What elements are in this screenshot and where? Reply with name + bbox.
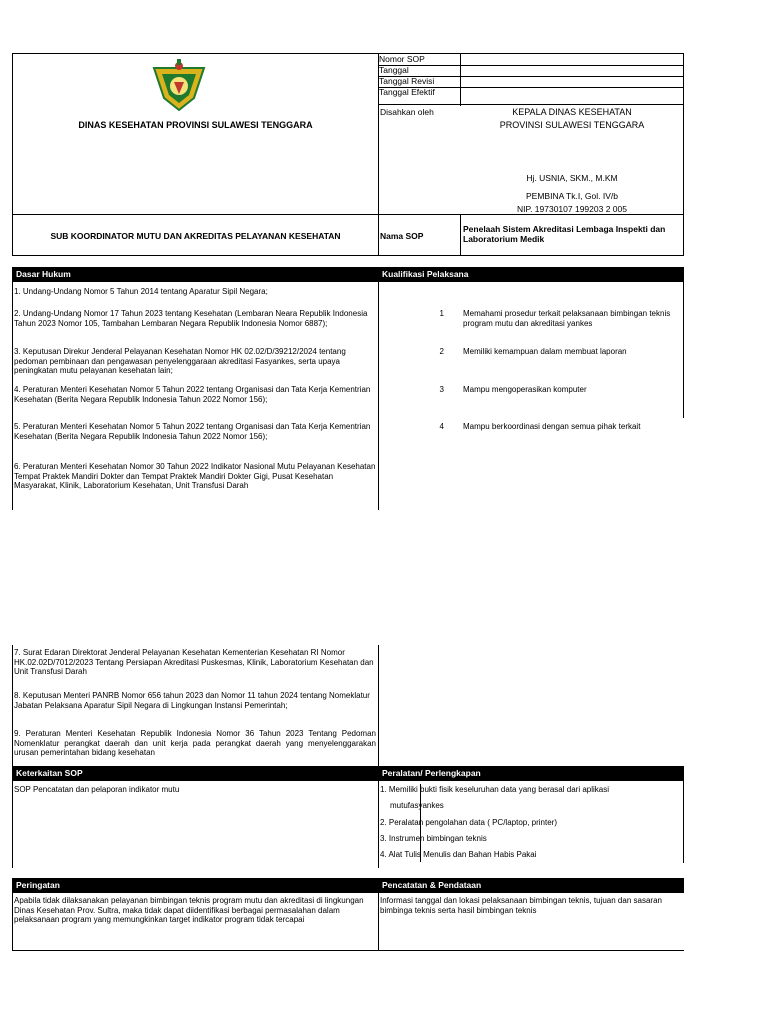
peralatan-item: 2. Peralatan pengolahan data ( PC/laptop, printer) — [380, 818, 558, 827]
meta-row-revisi — [379, 76, 683, 88]
approver-nip: NIP. 19730107 199203 2 005 — [517, 204, 627, 214]
kualifikasi-no: 2 — [439, 347, 444, 356]
dasar-hukum-item: 2. Undang-Undang Nomor 17 Tahun 2023 tentang Kesehatan (Lembaran Neara Republik Indonesia Tahun 2023 Nomor 105, Tambahan Lembaran Negara Republik Indonesia Nomor 6887); — [14, 309, 368, 328]
line-cont-mid — [378, 645, 379, 766]
peralatan-item: 4. Alat Tulis Menulis dan Bahan Habis Pakai — [380, 850, 537, 859]
peralatan-item: 1. Memiliki bukti fisik keseluruhan data yang berasal dari aplikasi — [380, 785, 609, 794]
meta-label-efektif: Tanggal Efektif — [379, 87, 435, 97]
dasar-hukum-item: 6. Peraturan Menteri Kesehatan Nomor 30 Tahun 2022 Indikator Nasional Mutu Pelayanan Kesehatan Tempat Praktek Mandiri Dokter dan Tempat Praktek Mandiri Dokter Gigi, Pusat Kesehatan Masyarakat, Klinik, Laboratorium Kesehatan, Unit Transfusi Darah — [14, 462, 376, 490]
approver-rank: PEMBINA Tk.I, Gol. IV/b — [526, 191, 618, 201]
approver-title-1: KEPALA DINAS KESEHATAN — [512, 107, 632, 117]
meta-label-nomor: Nomor SOP — [379, 54, 425, 64]
dasar-hukum-item: 8. Keputusan Menteri PANRB Nomor 656 tahun 2023 dan Nomor 11 tahun 2024 tentang Nomeklatur Jabatan Pelaksana Aparatur Sipil Negara di Lingkungan Instansi Pemerintah; — [14, 691, 370, 710]
line-pr-bottom — [12, 950, 684, 951]
kualifikasi-text: Mampu berkoordinasi dengan semua pihak terkait — [463, 422, 641, 431]
meta-row-nomor — [379, 54, 683, 66]
sop-name-label: Nama SOP — [380, 231, 424, 241]
pencatatan-header: Pencatatan & Pendataan — [378, 878, 684, 893]
line-left — [12, 53, 13, 255]
approved-label: Disahkan oleh — [380, 107, 434, 117]
dasar-hukum-item: 4. Peraturan Menteri Kesehatan Nomor 5 Tahun 2022 tentang Organisasi dan Tata Kerja Kementrian Kesehatan (Berita Negara Republik Indonesia Tahun 2022 Nomor 156); — [14, 385, 371, 404]
line-pr-mid — [378, 893, 379, 950]
meta-row-efektif — [379, 87, 683, 105]
keterkaitan-header: Keterkaitan SOP — [12, 766, 378, 781]
line-name-bottom — [12, 255, 684, 256]
keterkaitan-text: SOP Pencatatan dan pelaporan indikator mutu — [14, 785, 180, 794]
dasar-hukum-item: 5. Peraturan Menteri Kesehatan Nomor 5 Tahun 2022 tentang Organisasi dan Tata Kerja Kementrian Kesehatan (Berita Negara Republik Indonesia Tahun 2022 Nomor 156); — [14, 422, 371, 441]
kualifikasi-no: 1 — [439, 309, 444, 318]
unit-name: SUB KOORDINATOR MUTU DAN AKREDITAS PELAYANAN KESEHATAN — [50, 231, 341, 241]
kualifikasi-text: Memahami prosedur terkait pelaksanaan bimbingan teknis program mutu dan akreditasi yankes — [463, 309, 671, 328]
meta-row-tanggal — [379, 65, 683, 77]
dasar-hukum-item: 1. Undang-Undang Nomor 5 Tahun 2014 tentang Aparatur Sipil Negara; — [14, 287, 268, 296]
line-dh-left — [12, 282, 13, 510]
kualifikasi-text: Memiliki kemampuan dalam membuat laporan — [463, 347, 627, 356]
dasar-hukum-item: 3. Keputusan Direkur Jenderal Pelayanan Kesehatan Nomor HK 02.02/D/39212/2024 tentang pedoman pembinaan dan pengawasan penyelenggaraan akreditasi Fasyankes, serta upaya peningkatan mutu pelayanan kesehatan lain; — [14, 347, 346, 375]
peralatan-item: mutufasyankes — [390, 801, 444, 810]
line-kual-right — [683, 282, 684, 418]
meta-label-revisi: Tanggal Revisi — [379, 76, 435, 86]
line-cont-left — [12, 645, 13, 766]
line-name-top — [12, 214, 684, 215]
peralatan-item: 3. Instrumen bimbingan teknis — [380, 834, 487, 843]
meta-label-tanggal: Tanggal — [379, 65, 409, 75]
line-kt-mid — [378, 781, 379, 868]
pencatatan-text: Informasi tanggal dan lokasi pelaksanaan bimbingan teknis, tujuan dan sasaran bimbinga teknis serta hasil bimbingan teknis — [380, 896, 662, 915]
agency-name: DINAS KESEHATAN PROVINSI SULAWESI TENGGARA — [78, 120, 313, 130]
line-peralatan-right — [683, 781, 684, 863]
kualifikasi-no: 3 — [439, 385, 444, 394]
dasar-hukum-item: 7. Surat Edaran Direktorat Jenderal Pelayanan Kesehatan Kementerian Kesehatan RI Nomor HK.02.02D/7012/2023 Tentang Persiapan Akreditasi Puskesmas, Klinik, Laboratorium Kesehatan dan Unit Transfusi Darah — [14, 648, 374, 676]
line-name-split — [460, 214, 461, 255]
line-right — [683, 53, 684, 255]
approver-name: Hj. USNIA, SKM., M.KM — [526, 173, 618, 183]
peringatan-text: Apabila tidak dilaksanakan pelayanan bimbingan teknis program mutu dan akreditasi di lingkungan Dinas Kesehatan Prov. Sultra, maka tidak dapat diidentifikasi berbagai permasalahan dalam pelaksanaan program yang memungkinkan target indikator program tidak tercapai — [14, 896, 364, 924]
sop-name: Penelaah Sistem Akreditasi Lembaga Inspekti dan Laboratorium Medik — [463, 224, 666, 244]
peringatan-header: Peringatan — [12, 878, 378, 893]
line-kt-left — [12, 781, 13, 868]
line-dh-mid — [378, 282, 379, 510]
approver-title-2: PROVINSI SULAWESI TENGGARA — [499, 120, 645, 130]
dasar-hukum-item: 9. Peraturan Menteri Kesehatan Republik Indonesia Nomor 36 Tahun 2023 Tentang Pedoman Nomenklatur perangkat daerah dan unit kerja pada perangkat daerah yang menyelenggarakan urusan pemerintahan bidang kesehatan — [14, 729, 376, 757]
peralatan-header: Peralatan/ Perlengkapan — [378, 766, 684, 781]
agency-logo — [150, 58, 208, 112]
kualifikasi-text: Mampu mengoperasikan komputer — [463, 385, 587, 394]
line-pr-left — [12, 893, 13, 950]
dasar-hukum-header: Dasar Hukum — [12, 267, 378, 282]
kualifikasi-no: 4 — [439, 422, 444, 431]
kualifikasi-header: Kualifikasi Pelaksana — [378, 267, 684, 282]
